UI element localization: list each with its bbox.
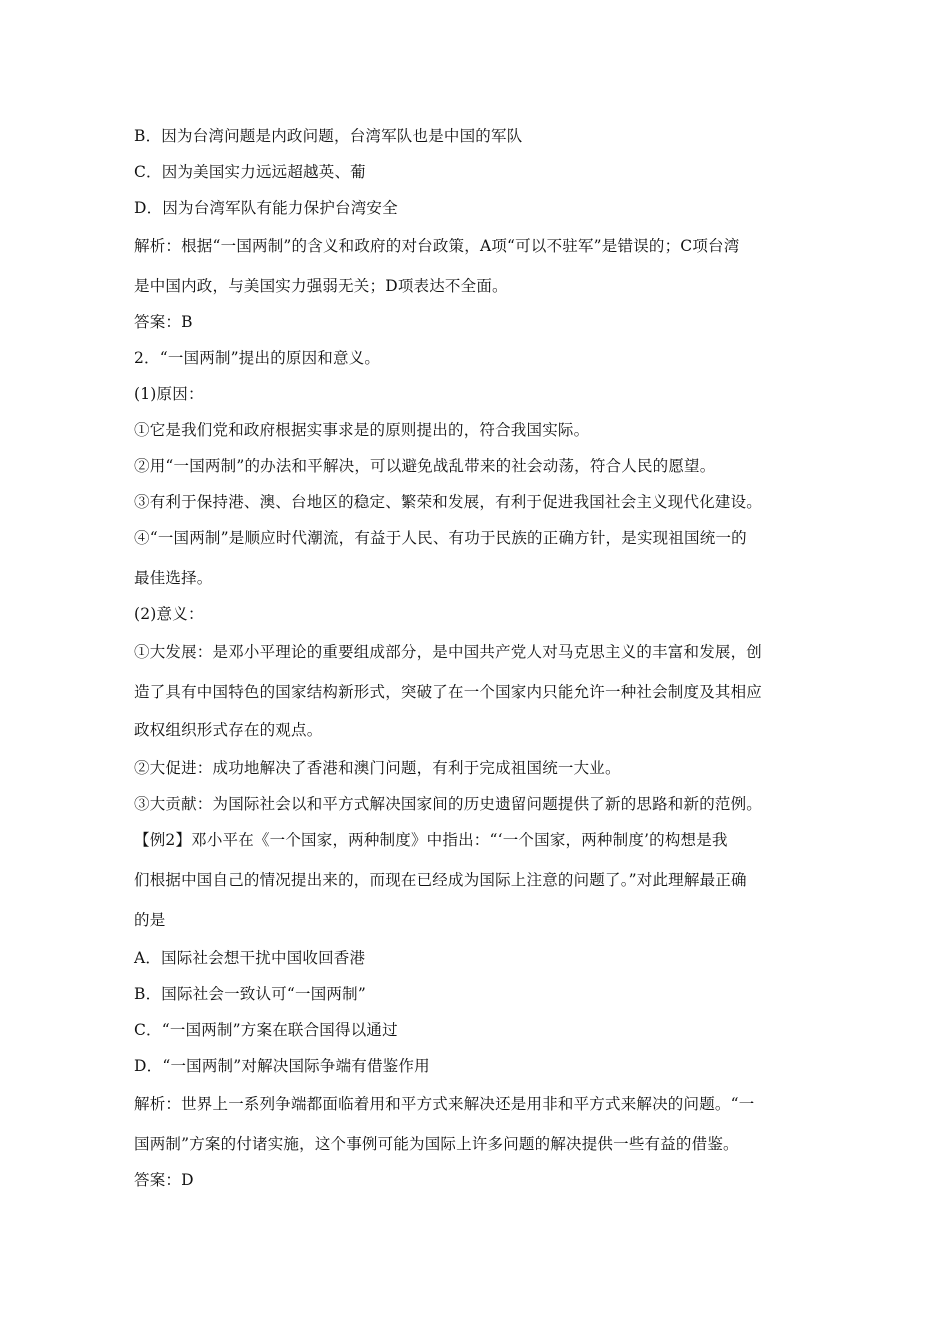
option-c-line: C．因为美国实力远远超越英、葡	[134, 163, 366, 181]
answer-line: 答案：B	[134, 313, 193, 331]
section-heading: 2．“一国两制”提出的原因和意义。	[134, 349, 381, 367]
reason-item-4: ④“一国两制”是顺应时代潮流，有益于人民、有功于民族的正确方针，是实现祖国统一的	[134, 529, 747, 547]
example-option-b: B．国际社会一致认可“一国两制”	[134, 985, 366, 1003]
significance-item-1-cont2: 政权组织形式存在的观点。	[134, 721, 323, 739]
significance-item-1-cont: 造了具有中国特色的国家结构新形式，突破了在一个国家内只能允许一种社会制度及其相应	[134, 683, 763, 701]
subheading-reason: (1)原因：	[134, 385, 204, 403]
subheading-significance: (2)意义：	[134, 605, 204, 623]
example-line-3: 的是	[134, 911, 166, 929]
significance-item-1: ①大发展：是邓小平理论的重要组成部分，是中国共产党人对马克思主义的丰富和发展，创	[134, 643, 763, 661]
example-answer: 答案：D	[134, 1171, 194, 1189]
analysis-line-1: 解析：根据“一国两制”的含义和政府的对台政策，A项“可以不驻军”是错误的；C项台湾	[134, 237, 740, 255]
example-analysis-2: 国两制”方案的付诸实施，这个事例可能为国际上许多问题的解决提供一些有益的借鉴。	[134, 1135, 739, 1153]
reason-item-4-cont: 最佳选择。	[134, 569, 213, 587]
example-line-2: 们根据中国自己的情况提出来的，而现在已经成为国际上注意的问题了。”对此理解最正确	[134, 871, 747, 889]
significance-item-3: ③大贡献：为国际社会以和平方式解决国家间的历史遗留问题提供了新的思路和新的范例。	[134, 795, 763, 813]
reason-item-3: ③有利于保持港、澳、台地区的稳定、繁荣和发展，有利于促进我国社会主义现代化建设。	[134, 493, 763, 511]
example-line-1: 【例2】邓小平在《一个国家，两种制度》中指出：“‘一个国家，两种制度’的构想是我	[134, 831, 728, 849]
option-b-line: B．因为台湾问题是内政问题，台湾军队也是中国的军队	[134, 127, 523, 145]
reason-item-2: ②用“一国两制”的办法和平解决，可以避免战乱带来的社会动荡，符合人民的愿望。	[134, 457, 716, 475]
analysis-line-2: 是中国内政，与美国实力强弱无关；D项表达不全面。	[134, 277, 508, 295]
option-d-line: D．因为台湾军队有能力保护台湾安全	[134, 199, 398, 217]
reason-item-1: ①它是我们党和政府根据实事求是的原则提出的，符合我国实际。	[134, 421, 590, 439]
significance-item-2: ②大促进：成功地解决了香港和澳门问题，有利于完成祖国统一大业。	[134, 759, 621, 777]
example-analysis-1: 解析：世界上一系列争端都面临着用和平方式来解决还是用非和平方式来解决的问题。“一	[134, 1095, 755, 1113]
example-option-d: D．“一国两制”对解决国际争端有借鉴作用	[134, 1057, 430, 1075]
example-option-a: A．国际社会想干扰中国收回香港	[134, 949, 366, 967]
example-option-c: C．“一国两制”方案在联合国得以通过	[134, 1021, 398, 1039]
